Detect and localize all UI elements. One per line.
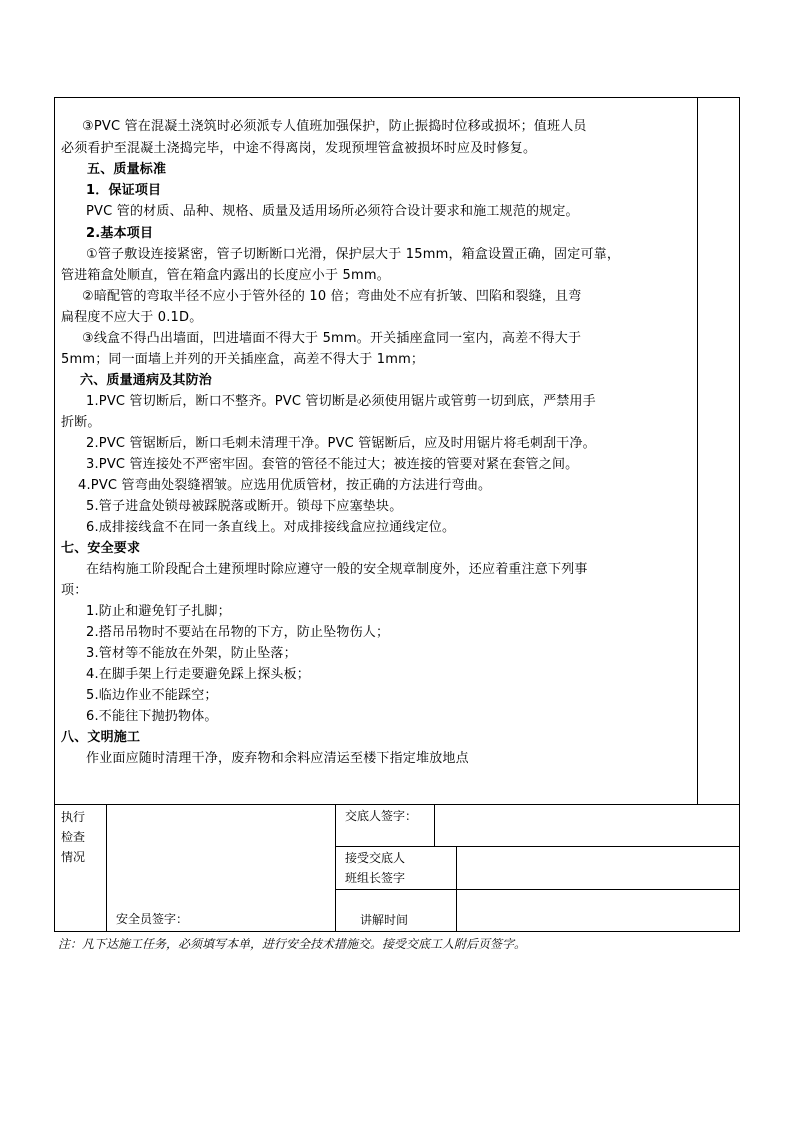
exec-check-label-2: 检查 xyxy=(61,830,86,844)
briefer-signature-label: 交底人签字： xyxy=(345,809,418,823)
body-line-20: 6.成排接线盒不在同一条直线上。对成排接线盒应拉通线定位。 xyxy=(86,520,456,535)
sig-row-line-1 xyxy=(335,846,740,847)
body-line-19: 5.管子进盒处锁母被踩脱落或断开。锁母下应塞垫块。 xyxy=(86,499,403,514)
body-line-16: 2.PVC 管锯断后，断口毛刺未清理干净。PVC 管锯断后，应及时用锯片将毛刺刮干净。 xyxy=(86,436,596,451)
body-line-29: 6.不能往下抛扔物体。 xyxy=(86,709,218,724)
subheading-basic-items: 2.基本项目 xyxy=(86,226,154,241)
receiver-label-2: 班组长签字 xyxy=(345,871,406,885)
sig-row-line-2 xyxy=(335,889,740,890)
body-line-12: 5mm；同一面墙上并列的开关插座盒，高差不得大于 1mm； xyxy=(61,352,425,367)
subheading-guarantee-items: 1．保证项目 xyxy=(86,183,162,198)
body-line-7: ①管子敷设连接紧密，管子切断断口光滑，保护层大于 15mm，箱盒设置正确，固定可靠， xyxy=(86,247,621,262)
body-line-11: ③线盒不得凸出墙面，凹进墙面不得大于 5mm。开关插座盒同一室内，高差不得大于 xyxy=(82,331,582,346)
body-line-26: 3.管材等不能放在外架，防止坠落； xyxy=(86,646,297,661)
right-margin-column-divider xyxy=(697,97,698,805)
body-line-27: 4.在脚手架上行走要避免踩上探头板； xyxy=(86,667,311,682)
sig-divider-label-col xyxy=(106,804,107,932)
body-line-24: 1.防止和避免钉子扎脚； xyxy=(86,604,231,619)
sig-divider-briefer xyxy=(434,804,435,846)
body-line-5: PVC 管的材质、品种、规格、质量及适用场所必须符合设计要求和施工规范的规定。 xyxy=(86,204,579,219)
receiver-label-1: 接受交底人 xyxy=(345,851,406,865)
body-line-9: ②暗配管的弯取半径不应小于管外径的 10 倍；弯曲处不应有折皱、凹陷和裂缝，且弯 xyxy=(82,289,582,304)
safety-officer-signature-label: 安全员签字： xyxy=(116,912,189,926)
section-heading-safety: 七、安全要求 xyxy=(61,541,141,556)
body-line-15: 折断。 xyxy=(61,415,101,430)
body-line-22: 在结构施工阶段配合土建预埋时除应遵守一般的安全规章制度外，还应着重注意下列事 xyxy=(86,562,588,577)
body-line-8: 管进箱盒处顺直，管在箱盒内露出的长度应小于 5mm。 xyxy=(61,268,390,283)
body-line-1: ③PVC 管在混凝土浇筑时必须派专人值班加强保护，防止振捣时位移或损坏；值班人员 xyxy=(82,119,587,134)
sig-divider-mid xyxy=(335,804,336,932)
exec-check-label-1: 执行 xyxy=(61,810,86,824)
section-heading-quality-standard: 五、质量标准 xyxy=(87,162,167,177)
section-heading-common-defects: 六、质量通病及其防治 xyxy=(80,373,213,388)
body-line-17: 3.PVC 管连接处不严密牢固。套管的管径不能过大；被连接的管要对紧在套管之间。 xyxy=(86,457,579,472)
section-heading-civilized-construction: 八、文明施工 xyxy=(61,730,141,745)
exec-check-label-3: 情况 xyxy=(61,850,86,864)
body-line-28: 5.临边作业不能踩空； xyxy=(86,688,218,703)
body-line-23: 项： xyxy=(61,583,88,598)
footnote: 注：凡下达施工任务，必须填写本单，进行安全技术措施交。接受交底工人附后页签字。 xyxy=(58,937,527,951)
body-line-25: 2.搭吊吊物时不要站在吊物的下方，防止坠物伤人； xyxy=(86,625,390,640)
body-line-14: 1.PVC 管切断后，断口不整齐。PVC 管切断是必须使用锯片或管剪一切到底，严禁用手 xyxy=(86,394,596,409)
body-line-31: 作业面应随时清理干净，废弃物和余料应清运至楼下指定堆放地点 xyxy=(86,751,469,766)
body-line-10: 扁程度不应大于 0.1D。 xyxy=(61,310,203,325)
briefing-time-label: 讲解时间 xyxy=(360,913,409,927)
body-line-2: 必须看护至混凝土浇捣完毕，中途不得离岗，发现预埋管盒被损坏时应及时修复。 xyxy=(61,141,537,156)
body-line-18: 4.PVC 管弯曲处裂缝褶皱。应选用优质管材，按正确的方法进行弯曲。 xyxy=(78,478,492,493)
